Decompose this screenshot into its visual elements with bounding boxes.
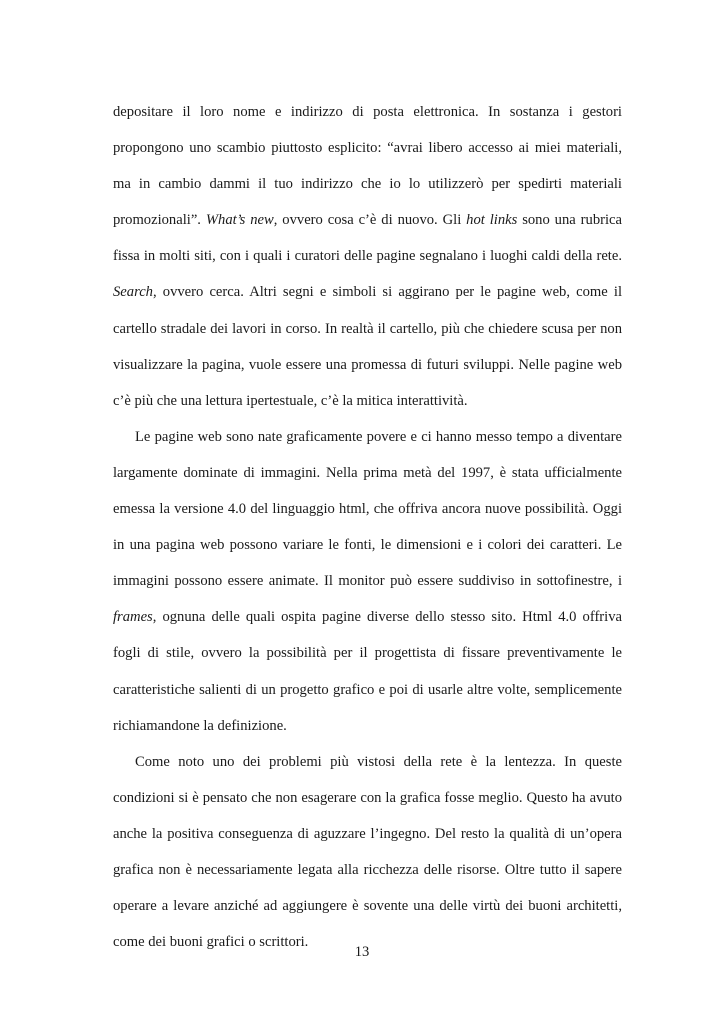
body-text xyxy=(113,94,622,960)
italic-term-hot-links: hot links xyxy=(466,212,518,229)
italic-term-search: Search xyxy=(113,284,153,301)
italic-term-whats-new: What’s new xyxy=(205,212,274,229)
text-segment: , ovvero cosa c’è di nuovo. Gli xyxy=(273,212,467,229)
paragraph-2 xyxy=(113,419,622,744)
text-segment: Come noto uno dei problemi più vistosi della rete è la lentezza. In queste condizioni si è pensato che non esagerare con la grafica fosse meglio. Questo ha avuto anche la positiva conseguenza di aguzzare l’ingegno. Del resto la qualità di un’opera grafica non è necessariamente legata alla ricchezza delle risorse. Oltre tutto il sapere operare a levare anziché ad aggiungere è sovente una delle virtù dei buoni architetti, come dei buoni grafici o scrittori. xyxy=(113,753,622,951)
paragraph-3 xyxy=(113,744,622,961)
text-segment: Le pagine web sono nate graficamente povere e ci hanno messo tempo a diventare largamente dominate di immagini. Nella prima metà del 1997, è stata ufficialmente emessa la versione 4.0 del linguaggio html, che offriva ancora nuove possibilità. Oggi in una pagina web possono variare le fonti, le dimensioni e i colori dei caratteri. Le immagini possono essere animate. Il monitor può essere suddiviso in sottofinestre, i xyxy=(113,428,622,590)
text-segment: depositare il loro nome e indirizzo di posta elettronica. In sostanza i gestori propongono uno scambio piuttosto esplicito: “avrai libero accesso ai miei materiali, ma in cambio dammi il tuo indirizzo che io lo utilizzerò per spedirti materiali promozionali”. xyxy=(113,104,622,229)
page-number: 13 xyxy=(354,944,370,960)
text-segment: sono una rubrica fissa in molti siti, con i quali i curatori delle pagine segnalano i luoghi caldi della rete. xyxy=(113,212,622,265)
italic-term-frames: frames xyxy=(113,609,153,626)
paragraph-1 xyxy=(113,94,622,419)
text-segment: , ovvero cerca. Altri segni e simboli si aggirano per le pagine web, come il cartello stradale dei lavori in corso. In realtà il cartello, più che chiedere scusa per non visualizzare la pagina, vuole essere una promessa di futuri sviluppi. Nelle pagine web c’è più che una lettura ipertestuale, c’è la mitica interattività. xyxy=(113,284,622,409)
text-segment: , ognuna delle quali ospita pagine diverse dello stesso sito. Html 4.0 offriva fogli di stile, ovvero la possibilità per il progettista di fissare preventivamente le caratteristiche salienti di un progetto grafico e poi di usarle altre volte, semplicemente richiamandone la definizione. xyxy=(113,609,622,734)
